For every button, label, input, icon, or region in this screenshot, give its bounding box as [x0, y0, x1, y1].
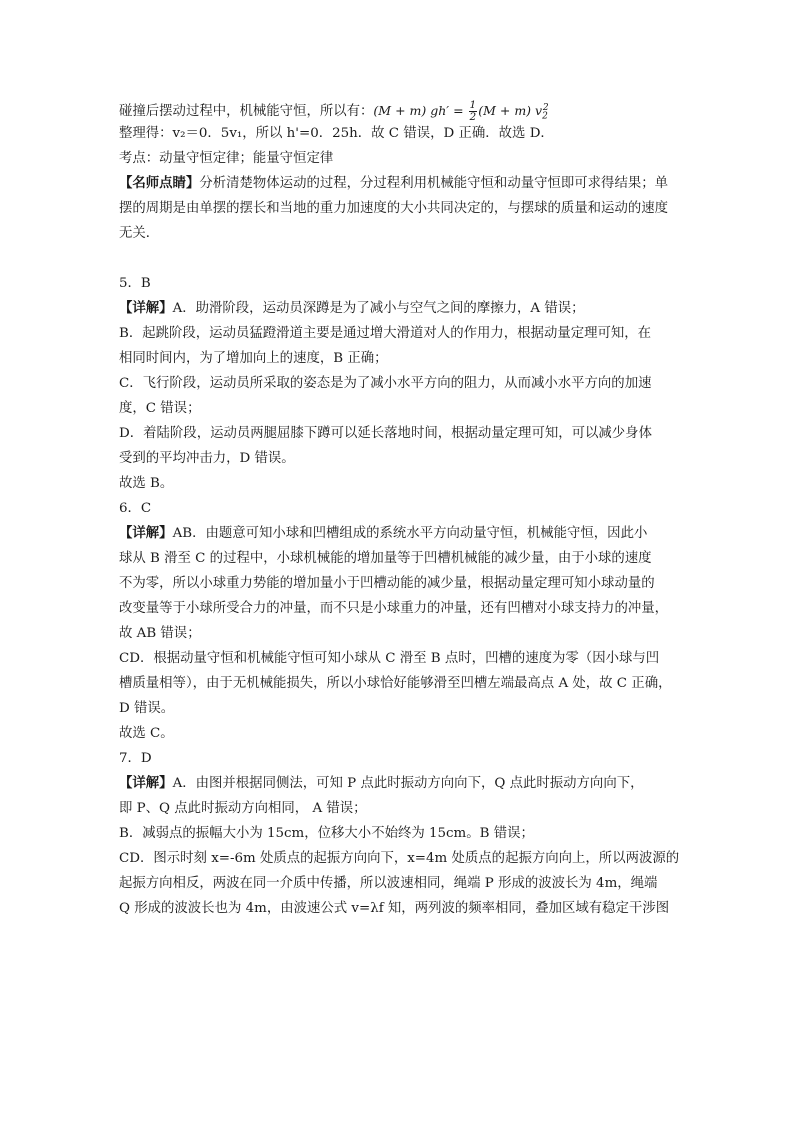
question-5-detail-d2: 受到的平均冲击力，D 错误。	[119, 451, 295, 466]
tip-paragraph	[119, 171, 679, 246]
question-5-detail-d1: D．着陆阶段，运动员两腿屈膝下蹲可以延长落地时间，根据动量定理可知，可以减少身体	[119, 426, 652, 441]
question-6-detail-8: D 错误。	[119, 701, 175, 716]
question-7-detail-3: B．减弱点的振幅大小为 15cm，位移大小不始终为 15cm。B 错误；	[119, 826, 534, 841]
question-6-number: 6．C	[119, 501, 152, 516]
question-5-detail-b2: 相同时间内，为了增加向上的速度，B 正确；	[119, 351, 388, 366]
question-5-detail-c1: C．飞行阶段，运动员所采取的姿态是为了减小水平方向的阻力，从而减小水平方向的加速	[119, 376, 652, 391]
tip-text: 分析清楚物体运动的过程，分过程利用机械能守恒和动量守恒即可求得结果；单摆的周期是由单摆的摆长和当地的重力加速度的大小共同决定的，与摆球的质量和运动的速度无关．	[119, 176, 669, 241]
question-6-detail-3: 不为零，所以小球重力势能的增加量小于凹槽动能的减少量，根据动量定理可知小球动量的	[119, 576, 655, 591]
question-5-number: 5．B	[119, 276, 151, 291]
question-5-answer: 故选 B。	[119, 476, 174, 491]
question-6-answer: 故选 C。	[119, 726, 174, 741]
question-5-detail-a: 【详解】A．助滑阶段，运动员深蹲是为了减小与空气之间的摩擦力，A 错误；	[119, 300, 585, 316]
question-6-detail-4: 改变量等于小球所受合力的冲量，而不只是小球重力的冲量，还有凹槽对小球支持力的冲量，	[119, 601, 669, 616]
fraction: $\frac{1}{2}$	[469, 99, 477, 124]
question-7-detail-1: 【详解】A．由图并根据同侧法，可知 P 点此时振动方向向下，Q 点此时振动方向向下，	[119, 775, 644, 791]
question-7-detail-6: Q 形成的波波长也为 4m，由波速公式 v=λf 知，两列波的频率相同，叠加区域有稳定干涉图	[119, 901, 670, 916]
question-6-detail-2: 球从 B 滑至 C 的过程中，小球机械能的增加量等于凹槽机械能的减少量，由于小球的速度	[119, 551, 652, 566]
question-6-detail-5: 故 AB 错误；	[119, 626, 201, 641]
line-text: 碰撞后摆动过程中，机械能守恒，所以有：	[119, 104, 374, 120]
knowledge-point-line: 考点：动量守恒定律；能量守恒定律	[119, 151, 334, 166]
question-6-detail-6: CD．根据动量守恒和机械能守恒可知小球从 C 滑至 B 点时，凹槽的速度为零（因小球与凹	[119, 651, 660, 666]
question-5-detail-c2: 度，C 错误；	[119, 401, 201, 416]
answer-content	[119, 96, 679, 921]
question-7-detail-4: CD．图示时刻 x=-6m 处质点的起振方向向下，x=4m 处质点的起振方向向上，所以两波源的	[119, 851, 680, 866]
result-line: 整理得：v₂＝0．5v₁，所以 h'=0．25h．故 C 错误，D 正确．故选 D．	[119, 126, 554, 141]
tip-label: 【名师点睛】	[119, 175, 200, 191]
question-7-detail-2: 即 P、Q 点此时振动方向相同， A 错误；	[119, 801, 367, 816]
equation: (M + m) gh′ = $\frac{1}{2}$ (M + m) $v_2^2$	[373, 99, 549, 124]
question-7-detail-5: 起振方向相反，两波在同一介质中传播，所以波速相同，绳端 P 形成的波波长为 4m，绳端	[119, 876, 658, 891]
energy-conservation-line	[119, 96, 679, 124]
question-5-detail-b1: B．起跳阶段，运动员猛蹬滑道主要是通过增大滑道对人的作用力，根据动量定理可知，在	[119, 326, 652, 341]
question-7-number: 7．D	[119, 751, 152, 766]
question-6-detail-7: 槽质量相等），由于无机械能损失，所以小球恰好能够滑至凹槽左端最高点 A 处，故 C 正确，	[119, 676, 672, 691]
question-6-detail-1: 【详解】AB．由题意可知小球和凹槽组成的系统水平方向动量守恒，机械能守恒，因此小	[119, 525, 648, 541]
